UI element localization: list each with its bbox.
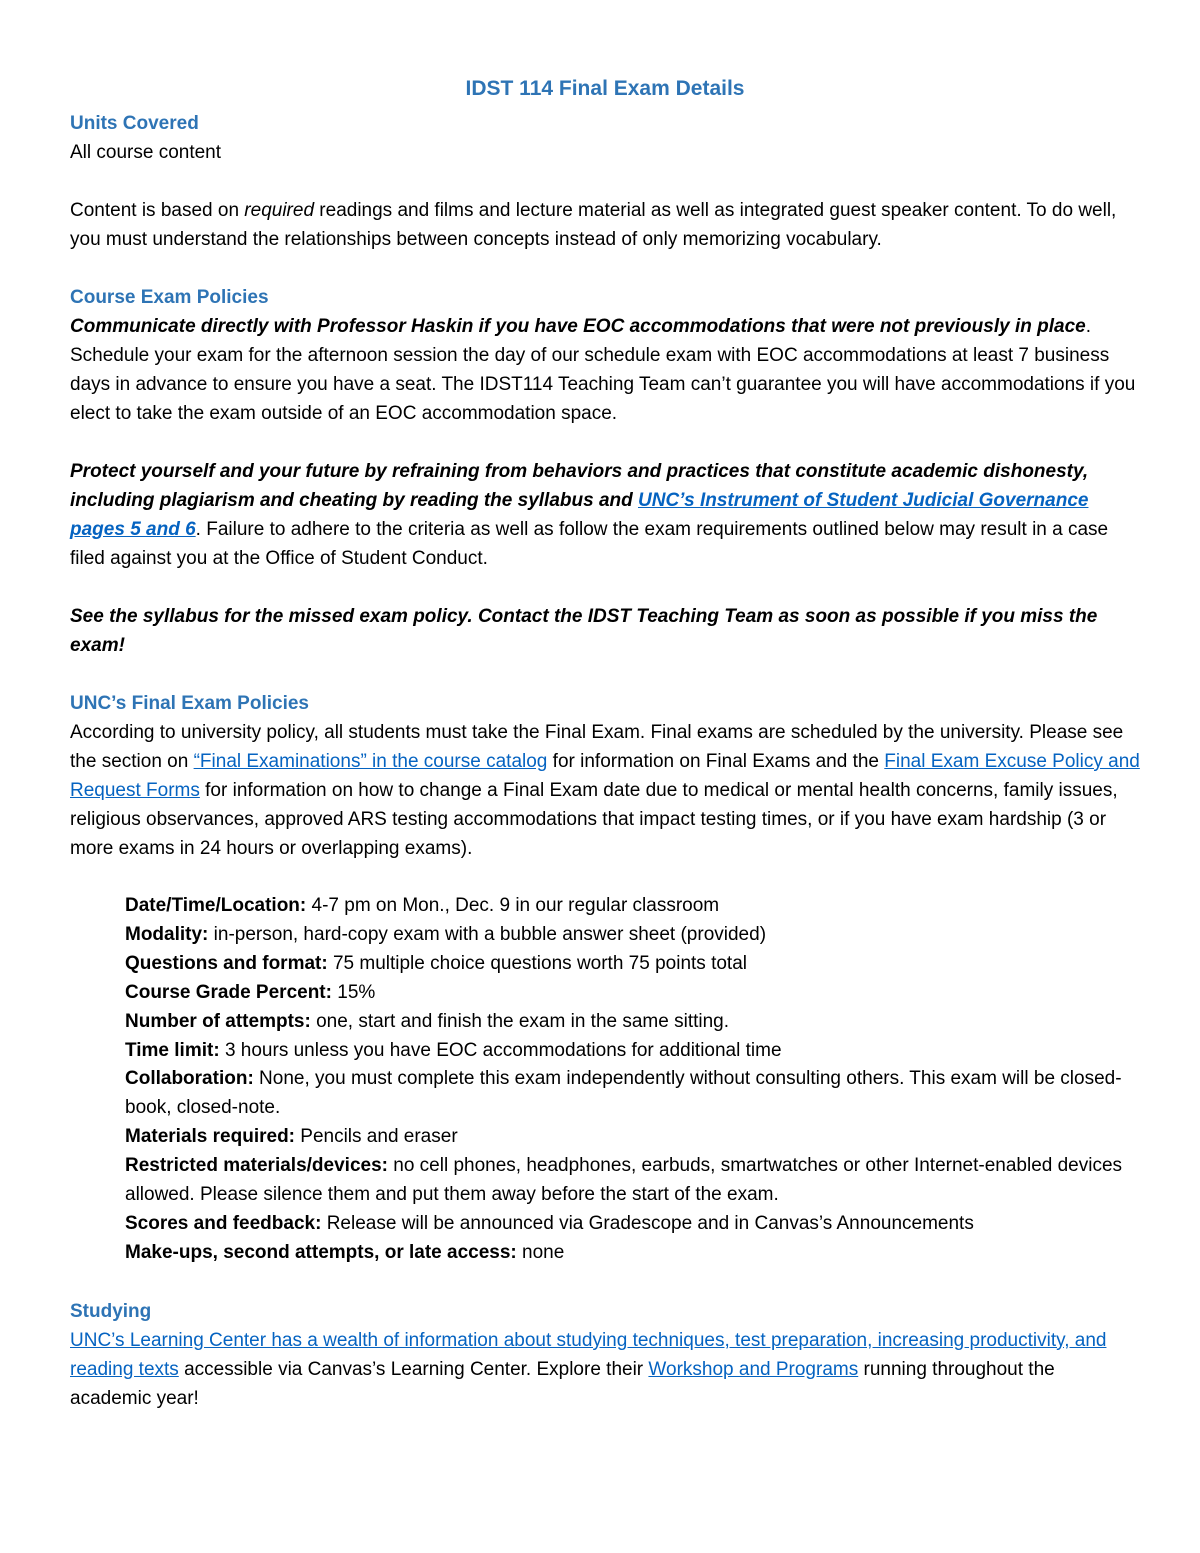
units-covered-heading: Units Covered: [70, 113, 199, 134]
unc-final-exam-policies-heading: UNC’s Final Exam Policies: [70, 693, 309, 714]
page-title: IDST 114 Final Exam Details: [465, 77, 745, 100]
detail-row-materials: Materials required: Pencils and eraser: [125, 1126, 458, 1148]
detail-row-date: Date/Time/Location: 4-7 pm on Mon., Dec. 9 in our regular classroom: [125, 895, 720, 916]
unc-policy-paragraph: According to university policy, all students must take the Final Exam. Final exams are scheduled by the university. Please see the section on “Final Examinations” in the course catalog for information on Final Exams and the Final Exam Excuse Policy and Request Forms for information on how to change a Final Exam date due to medical or mental health concerns, family issues, religious observances, approved ARS testing accommodations that impact testing times, or if you have exam hardship (3 or more exams in 24 hours or overlapping exams).: [70, 722, 1140, 859]
units-covered-text: All course content: [70, 142, 222, 163]
detail-row-time-limit: Time limit: 3 hours unless you have EOC accommodations for additional time: [125, 1039, 782, 1061]
detail-row-scores: Scores and feedback: Release will be announced via Gradescope and in Canvas’s Announcements: [125, 1212, 974, 1234]
detail-row-questions: Questions and format: 75 multiple choice questions worth 75 points total: [125, 952, 747, 974]
detail-row-grade-percent: Course Grade Percent: 15%: [125, 981, 376, 1003]
exam-details-list: [125, 892, 1140, 1268]
eoc-paragraph: Communicate directly with Professor Haskin if you have EOC accommodations that were not previously in place. Schedule your exam for the afternoon session the day of our schedule exam with EOC accommodations at least 7 business days in advance to ensure you have a seat. The IDST114 Teaching Team can’t guarantee you will have accommodations if you elect to take the exam outside of an EOC accommodation space.: [70, 316, 1136, 424]
detail-row-collaboration: Collaboration: None, you must complete this exam independently without consulting others. This exam will be closed-book, closed-note.: [125, 1068, 1122, 1119]
course-exam-policies-heading: Course Exam Policies: [70, 287, 269, 308]
studying-paragraph: UNC’s Learning Center has a wealth of information about studying techniques, test preparation, increasing productivity, and reading texts accessible via Canvas’s Learning Center. Explore their Workshop and Programs running throughout the academic year!: [70, 1329, 1107, 1409]
content-paragraph: Content is based on required readings and films and lecture material as well as integrated guest speaker content. To do well, you must understand the relationships between concepts instead of only memorizing vocabulary.: [70, 200, 1117, 250]
studying-heading: Studying: [70, 1300, 152, 1322]
exam-excuse-policy-link[interactable]: Final Exam Excuse Policy and Request Forms: [70, 751, 1140, 801]
document-page: [70, 74, 1140, 1413]
final-examinations-catalog-link[interactable]: “Final Examinations” in the course catalog: [193, 751, 548, 772]
detail-row-restricted: Restricted materials/devices: no cell phones, headphones, earbuds, smartwatches or other Internet-enabled devices allowed. Please silence them and put them away before the start of the exam.: [125, 1155, 1123, 1206]
detail-row-attempts: Number of attempts: one, start and finish the exam in the same sitting.: [125, 1010, 730, 1032]
workshop-programs-link[interactable]: Workshop and Programs: [648, 1358, 859, 1380]
judicial-governance-link[interactable]: UNC’s Instrument of Student Judicial Governance pages 5 and 6: [70, 490, 1089, 540]
learning-center-link[interactable]: UNC’s Learning Center has a wealth of information about studying techniques, test preparation, increasing productivity, and reading texts: [70, 1329, 1107, 1380]
required-emphasis: required: [244, 200, 315, 221]
missed-exam-paragraph: See the syllabus for the missed exam policy. Contact the IDST Teaching Team as soon as possible if you miss the exam!: [70, 606, 1098, 656]
academic-honesty-paragraph: Protect yourself and your future by refraining from behaviors and practices that constitute academic dishonesty, including plagiarism and cheating by reading the syllabus and UNC’s Instrument of Student Judicial Governance pages 5 and 6. Failure to adhere to the criteria as well as follow the exam requirements outlined below may result in a case filed against you at the Office of Student Conduct.: [70, 461, 1109, 569]
detail-row-modality: Modality: in-person, hard-copy exam with a bubble answer sheet (provided): [125, 923, 767, 945]
detail-row-makeups: Make-ups, second attempts, or late access: none: [125, 1241, 565, 1263]
